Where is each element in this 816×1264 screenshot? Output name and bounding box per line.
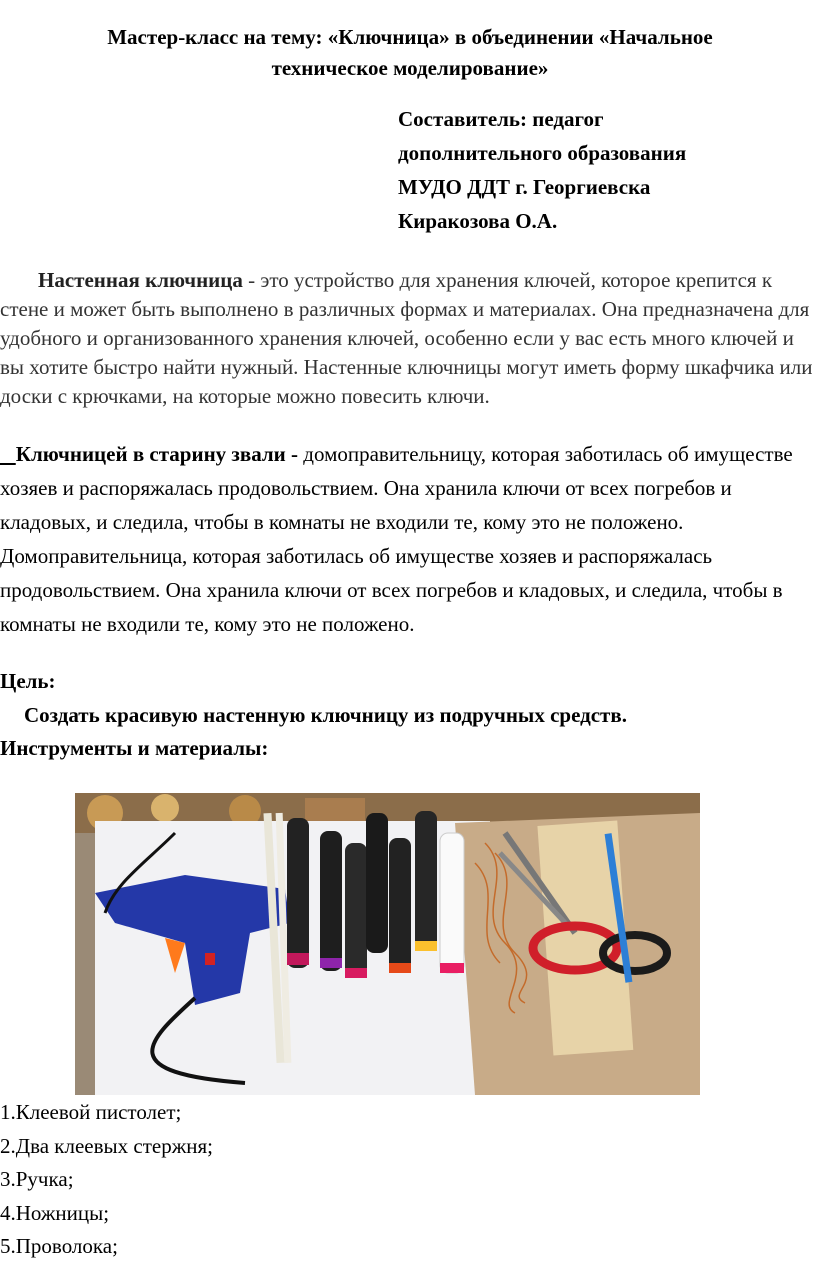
author-line: МУДО ДДТ г. Георгиевска <box>398 175 651 199</box>
materials-photo <box>75 793 700 1095</box>
intro-text: - это устройство для хранения ключей, которое крепится к стене и может быть выполнено в различных формах и материалах. Она предназначена для удобного и организованного хранения ключей, особенно если у вас есть много ключей и вы хотите быстро найти нужный. Настенные ключницы могут иметь форму шкафчика или доски с крючками, на которые можно повесить ключи. <box>0 268 813 408</box>
tools-heading: Инструменты и материалы: <box>0 736 269 760</box>
list-item: 3.Ручка; <box>0 1167 74 1191</box>
history-paragraph <box>0 437 814 641</box>
list-item: 2.Два клеевых стержня; <box>0 1133 213 1158</box>
intro-paragraph <box>0 266 814 411</box>
list-item: 4.Ножницы; <box>0 1200 110 1225</box>
goal-text: Создать красивую настенную ключницу из подручных средств. <box>24 703 627 727</box>
author-line: Составитель: педагог <box>398 107 604 131</box>
history-text: домоправительницу, которая заботилась об имуществе хозяев и распоряжалась продовольствием. Она хранила ключи от всех погребов и кладовых, и следила, чтобы в комнаты не входили те, кому это не положено. Домоправительница, которая заботилась об имуществе хозяев и распоряжалась продовольствием. Она хранила ключи от всех погребов и кладовых, и следила, чтобы в комнаты не входили те, кому это не положено. <box>0 442 793 636</box>
materials-list <box>0 1096 213 1264</box>
list-item: 1.Клеевой пистолет; <box>0 1100 182 1124</box>
list-item: 5.Проволока; <box>0 1234 118 1258</box>
underline-spacer <box>0 442 16 466</box>
history-term: Ключницей в старину звали - <box>15 442 299 466</box>
author-line: Киракозова О.А. <box>398 209 558 233</box>
title-line: техническое моделирование» <box>271 56 549 80</box>
title-line: Мастер-класс на тему: «Ключница» в объединении «Начальное <box>107 25 713 49</box>
intro-term: Настенная ключница <box>38 268 243 292</box>
author-block <box>398 102 686 238</box>
document-title <box>20 22 800 84</box>
goal-heading: Цель: <box>0 669 56 693</box>
author-line: дополнительного образования <box>398 141 687 165</box>
